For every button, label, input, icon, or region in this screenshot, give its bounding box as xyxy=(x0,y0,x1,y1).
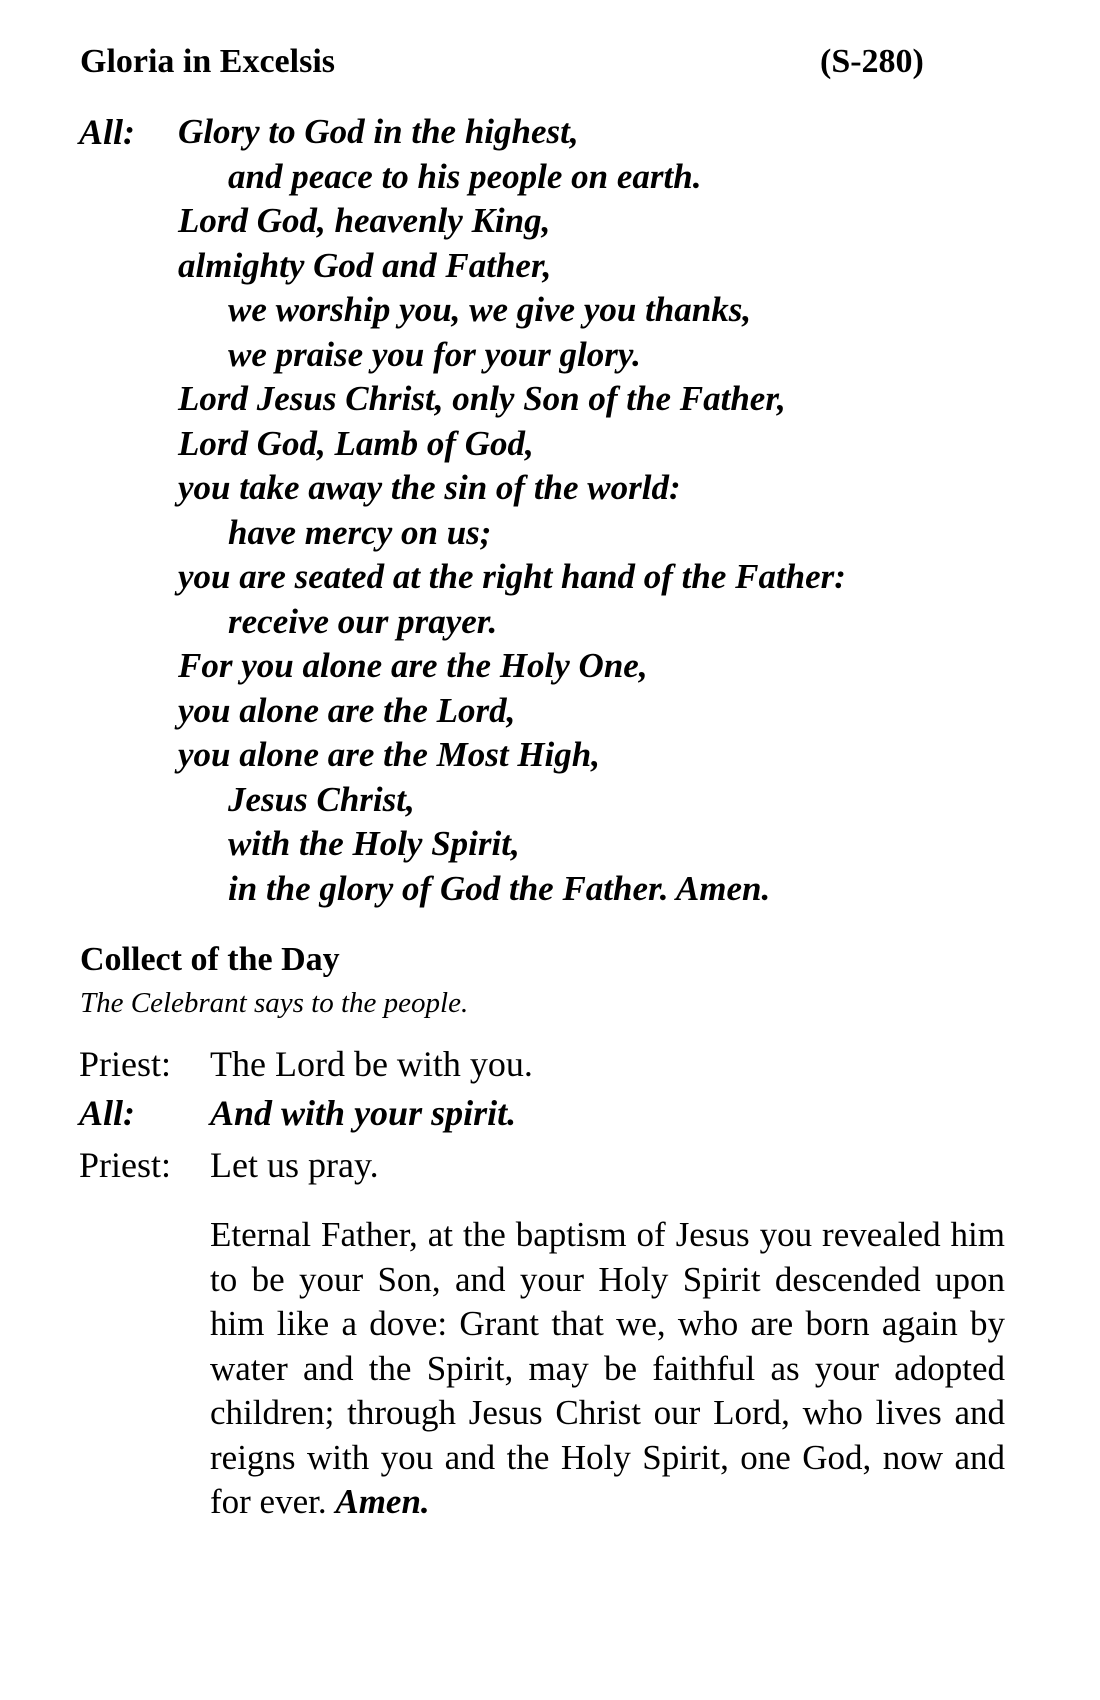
gloria-line: you are seated at the right hand of the Father: xyxy=(178,557,846,596)
gloria-line: have mercy on us; xyxy=(228,512,492,552)
gloria-line: we worship you, we give you thanks, xyxy=(228,290,752,329)
dialogue-speaker: All: xyxy=(79,1093,136,1133)
gloria-line: you take away the sin of the world: xyxy=(178,468,681,507)
gloria-line: and peace to his people on earth. xyxy=(228,156,702,196)
gloria-line: with the Holy Spirit, xyxy=(228,824,520,863)
collect-amen: Amen. xyxy=(335,1482,430,1521)
dialogue-text: The Lord be with you. xyxy=(210,1044,533,1084)
gloria-line: Lord God, Lamb of God, xyxy=(178,423,534,463)
dialogue-row-priest-invitation xyxy=(79,1141,1019,1189)
gloria-line: Glory to God in the highest, xyxy=(178,112,579,151)
gloria-line: in the glory of God the Father. Amen. xyxy=(228,868,771,908)
collect-rubric: The Celebrant says to the people. xyxy=(80,987,469,1019)
dialogue-row-priest-greeting xyxy=(79,1040,1019,1088)
gloria-line: receive our prayer. xyxy=(228,601,498,641)
collect-title: Collect of the Day xyxy=(80,941,340,978)
collect-prayer-text: Eternal Father, at the baptism of Jesus you revealed him to be your Son, and your Holy Spirit descended upon him like a dove: Grant that we, who are born again by water and the Spirit, may be faithful as your adopted children; through Jesus Christ our Lord, who lives and reigns with you and the Holy Spirit, one God, now and for ever. xyxy=(210,1215,1005,1521)
gloria-speaker-label: All: xyxy=(79,112,136,152)
gloria-text xyxy=(178,110,1058,911)
gloria-line: you alone are the Lord, xyxy=(178,690,516,730)
dialogue-row-people-response xyxy=(79,1089,1019,1137)
dialogue-speaker: Priest: xyxy=(79,1044,172,1084)
gloria-line: For you alone are the Holy One, xyxy=(178,646,648,685)
gloria-line: Lord God, heavenly King, xyxy=(178,201,551,240)
dialogue-text: Let us pray. xyxy=(210,1145,379,1185)
collect-prayer xyxy=(210,1213,1005,1525)
gloria-hymnal-number: (S-280) xyxy=(820,43,924,80)
dialogue-text: And with your spirit. xyxy=(210,1093,517,1133)
gloria-line: almighty God and Father, xyxy=(178,245,552,285)
gloria-line: Jesus Christ, xyxy=(228,779,415,819)
gloria-line: you alone are the Most High, xyxy=(178,735,600,774)
gloria-title: Gloria in Excelsis xyxy=(80,43,335,80)
gloria-line: Lord Jesus Christ, only Son of the Father, xyxy=(178,379,786,418)
gloria-line: we praise you for your glory. xyxy=(228,334,641,374)
dialogue-speaker: Priest: xyxy=(79,1145,172,1185)
